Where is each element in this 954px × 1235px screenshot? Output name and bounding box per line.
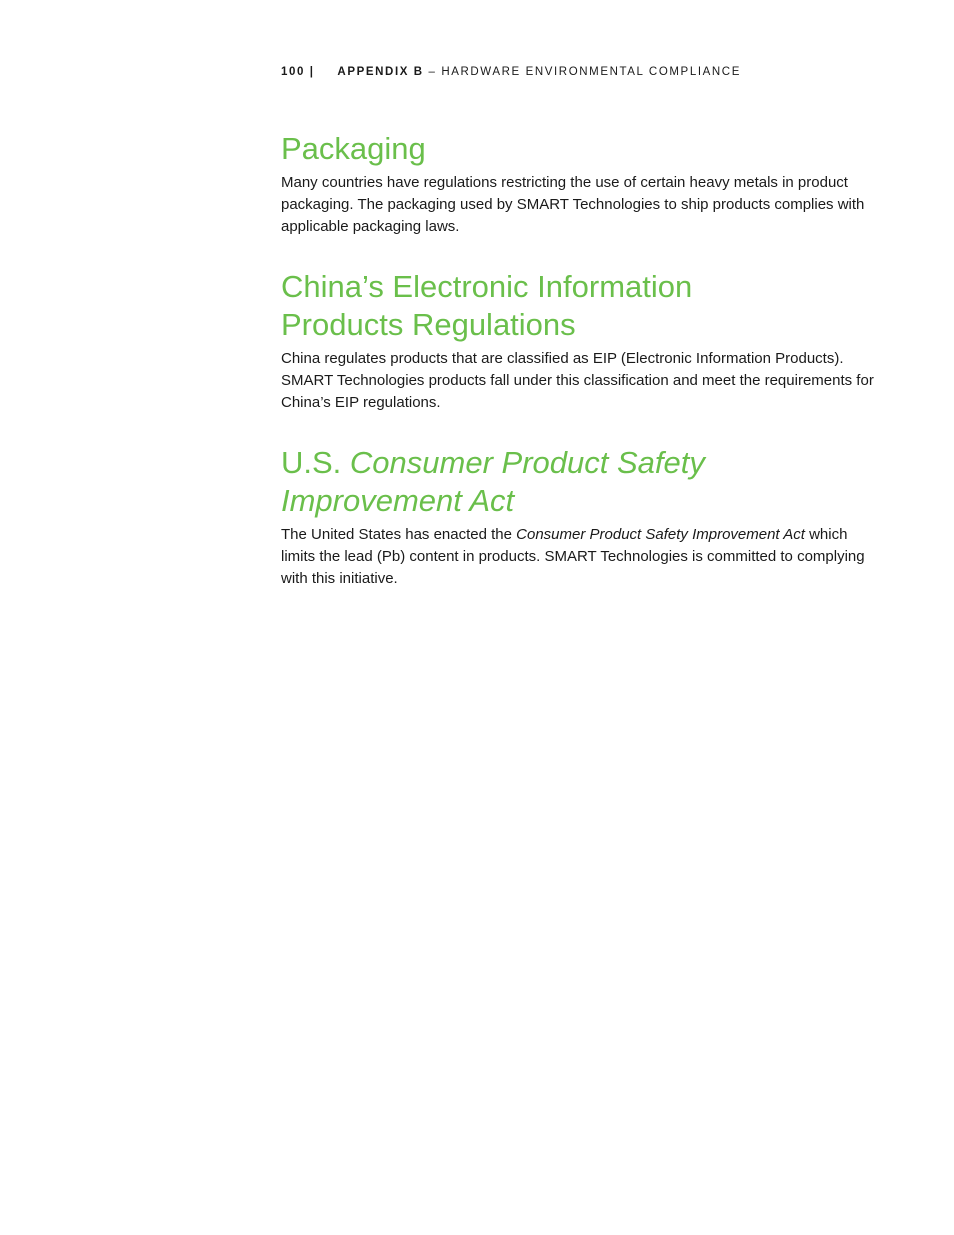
heading-line-1: China’s Electronic Information [281,269,693,304]
page-content [281,130,881,620]
section-china-eip [281,268,881,414]
section-heading [281,268,881,344]
page-number: 100 [281,66,305,78]
heading-line-2: Products Regulations [281,307,576,342]
section-us-cpsia [281,444,881,590]
section-body [281,524,881,590]
header-separator: | [309,66,315,78]
section-body: China regulates products that are classified as EIP (Electronic Information Products). SMART Technologies products fall under this classification and meet the requirements for China’s EIP regulations. [281,350,874,411]
section-heading: Packaging [281,131,426,166]
header-dash: – [428,66,437,78]
section-packaging [281,130,881,238]
section-body: Many countries have regulations restricting the use of certain heavy metals in product packaging. The packaging used by SMART Technologies to ship products complies with applicable packaging laws. [281,174,865,235]
section-heading [281,444,881,520]
heading-italic-line-1: Consumer Product Safety [349,445,705,480]
body-text-after: which limits the lead (Pb) content in products. SMART Technologies is committed to complying with this initiative. [281,526,865,587]
appendix-title: HARDWARE ENVIRONMENTAL COMPLIANCE [441,66,741,78]
appendix-label: APPENDIX B [337,66,424,78]
heading-italic-line-2: Improvement Act [281,483,515,518]
running-header [281,66,741,78]
heading-prefix: U.S. [281,445,342,480]
body-text-before: The United States has enacted the [281,526,512,543]
act-name: Consumer Product Safety Improvement Act [516,526,805,543]
